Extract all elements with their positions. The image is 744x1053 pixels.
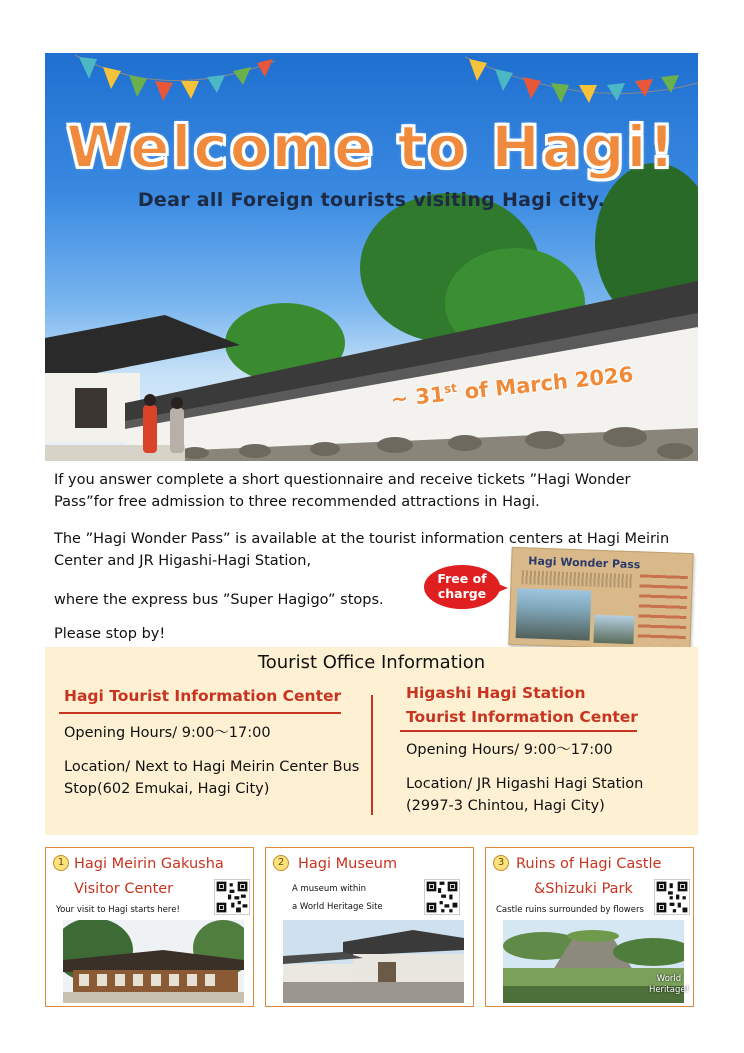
free-of-charge-bubble: Free of charge [424, 565, 500, 609]
pass-ticket-stubs [637, 574, 687, 646]
page-title: Welcome to Hagi! [66, 113, 677, 181]
right-location-line-1: Location/ JR Higashi Hagi Station [406, 776, 644, 792]
left-office-hours: Opening Hours/ 9:00～17:00 [64, 725, 271, 741]
wonder-pass-title: Hagi Wonder Pass [528, 554, 641, 572]
right-office-hours: Opening Hours/ 9:00～17:00 [406, 742, 613, 758]
attraction-card-castle[interactable] [485, 847, 694, 1007]
card-title-line-2: Visitor Center [74, 881, 174, 897]
qr-code-icon[interactable] [424, 879, 460, 915]
right-office-heading [406, 681, 638, 729]
intro-paragraph-1: If you answer complete a short questionnaire and receive tickets ”Hagi Wonder Pass”for free admission to three recommended attractions in Hagi. [54, 472, 631, 510]
wonder-pass-image [508, 547, 693, 651]
column-divider [371, 695, 373, 815]
card-title-line-1: Hagi Museum [298, 856, 398, 872]
card-description-line-1: A museum within [292, 884, 366, 894]
intro-paragraph-3: where the express bus ”Super Hagigo” stops. [54, 592, 384, 608]
number-badge: 1 [53, 855, 69, 871]
right-heading-line-1: Higashi Hagi Station [406, 684, 586, 702]
pass-photo-small [593, 615, 634, 644]
intro-paragraph-4: Please stop by! [54, 626, 166, 642]
card-title-line-1: Hagi Meirin Gakusha [74, 856, 224, 872]
attraction-card-museum[interactable] [265, 847, 474, 1007]
left-office-location: Location/ Next to Hagi Meirin Center Bus Stop(602 Emukai, Hagi City) [64, 759, 360, 797]
left-heading-underline [59, 712, 341, 714]
left-office-heading: Hagi Tourist Information Center [64, 687, 342, 705]
hagi-museum-photo [283, 920, 464, 1003]
pass-text-block [521, 570, 631, 588]
badge-line-2: Heritage! [648, 985, 689, 995]
date-ordinal: st [443, 380, 458, 397]
badge-line-1: World [656, 974, 682, 984]
card-description-line-2: a World Heritage Site [292, 902, 383, 912]
card-description: Castle ruins surrounded by flowers [496, 905, 644, 915]
pass-photo [516, 588, 592, 641]
number-badge: 3 [493, 855, 509, 871]
right-office-location [406, 773, 696, 817]
right-heading-underline [400, 730, 637, 732]
qr-code-icon[interactable] [214, 879, 250, 915]
attraction-card-meirin[interactable] [45, 847, 254, 1007]
world-heritage-badge [649, 974, 689, 996]
info-title: Tourist Office Information [257, 652, 486, 673]
right-location-line-2: (2997-3 Chintou, Hagi City) [406, 798, 605, 814]
qr-code-icon[interactable] [654, 879, 690, 915]
hero-banner [45, 53, 698, 461]
card-title-line-2: &Shizuki Park [534, 881, 633, 897]
right-heading-line-2: Tourist Information Center [406, 708, 638, 726]
date-prefix: ~ 31 [389, 382, 446, 412]
tourist-office-panel [45, 647, 698, 835]
card-title-line-1: Ruins of Hagi Castle [516, 856, 662, 872]
page-subtitle: Dear all Foreign tourists visiting Hagi city. [137, 189, 606, 211]
intro-paragraph-2: The ”Hagi Wonder Pass” is available at the tourist information centers at Hagi Meirin Center and JR Higashi-Hagi Station, [54, 531, 670, 569]
number-badge: 2 [273, 855, 289, 871]
card-description: Your visit to Hagi starts here! [56, 905, 180, 915]
meirin-gakusha-photo [63, 920, 244, 1003]
date-suffix: of March 2026 [456, 362, 635, 405]
